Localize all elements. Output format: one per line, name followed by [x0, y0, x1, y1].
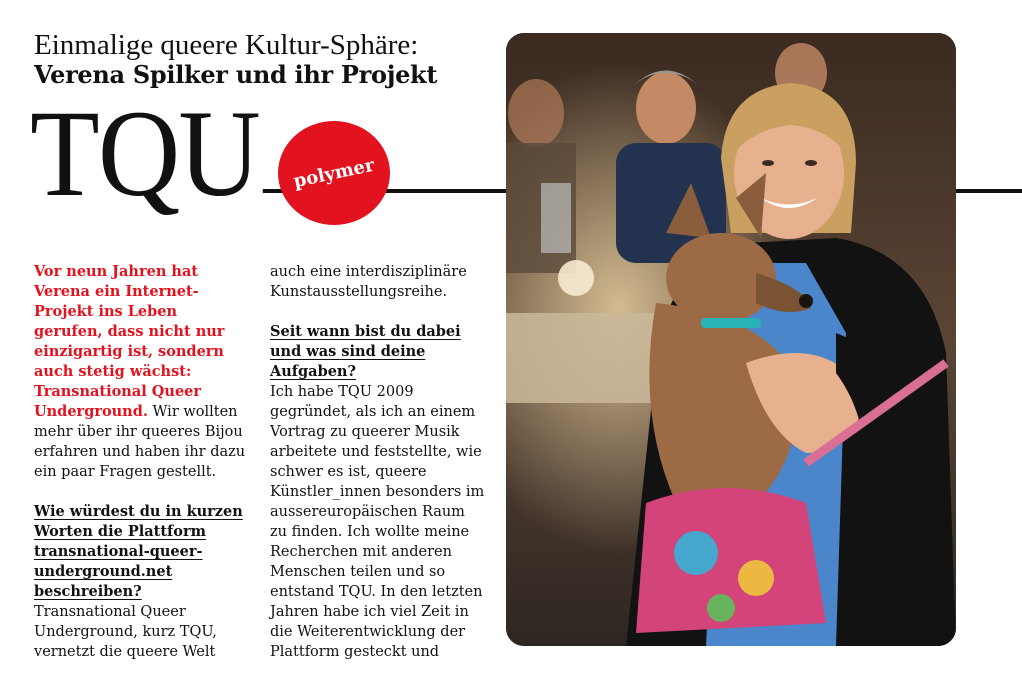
article-kicker: Einmalige queere Kultur-Sphäre: — [34, 29, 419, 61]
portrait-photo — [506, 33, 956, 646]
article-title: TQU — [30, 92, 263, 216]
continued-paragraph: auch eine interdisziplinäre Kunstausstellungsreihe. — [270, 264, 467, 300]
badge-label: polymer — [291, 154, 377, 192]
answer-paragraph: Transnational Queer Underground, kurz TQU, vernetzt die queere Welt — [34, 604, 217, 660]
polymer-badge — [278, 121, 390, 225]
answer-paragraph: Ich habe TQU 2009 gegründet, als ich an einem Vortrag zu queerer Musik arbeitete und feststellte, wie schwer es ist, queere Künstler_innen besonders im aussereuropäischen Raum zu finden. Ich wollte meine Recherchen mit anderen Menschen teilen und so entstand TQU. In den letzten Jahren habe ich viel Zeit in die Weiterentwicklung der Plattform gesteckt und — [270, 384, 485, 660]
article-subtitle: Verena Spilker und ihr Projekt — [34, 60, 438, 89]
question-heading: Seit wann bist du dabei und was sind deine Aufgaben? — [270, 323, 461, 380]
intro-paragraph — [34, 262, 250, 482]
lead-text: Vor neun Jahren hat Verena ein Internet-Projekt ins Leben gerufen, dass nicht nur einzigartig ist, sondern auch stetig wächst: — [34, 263, 225, 380]
intro-text: Wir wollten mehr über ihr queeres Bijou erfahren und haben ihr dazu ein paar Fragen gestellt. — [34, 404, 246, 480]
question-heading: Wie würdest du in kurzen Worten die Plattform transnational-queer-underground.net beschreiben? — [34, 503, 243, 600]
lead-project-name: Transnational Queer Underground. — [34, 383, 202, 420]
left-column — [34, 262, 250, 662]
middle-column — [270, 262, 486, 662]
portrait-photo-illustration — [506, 33, 956, 646]
